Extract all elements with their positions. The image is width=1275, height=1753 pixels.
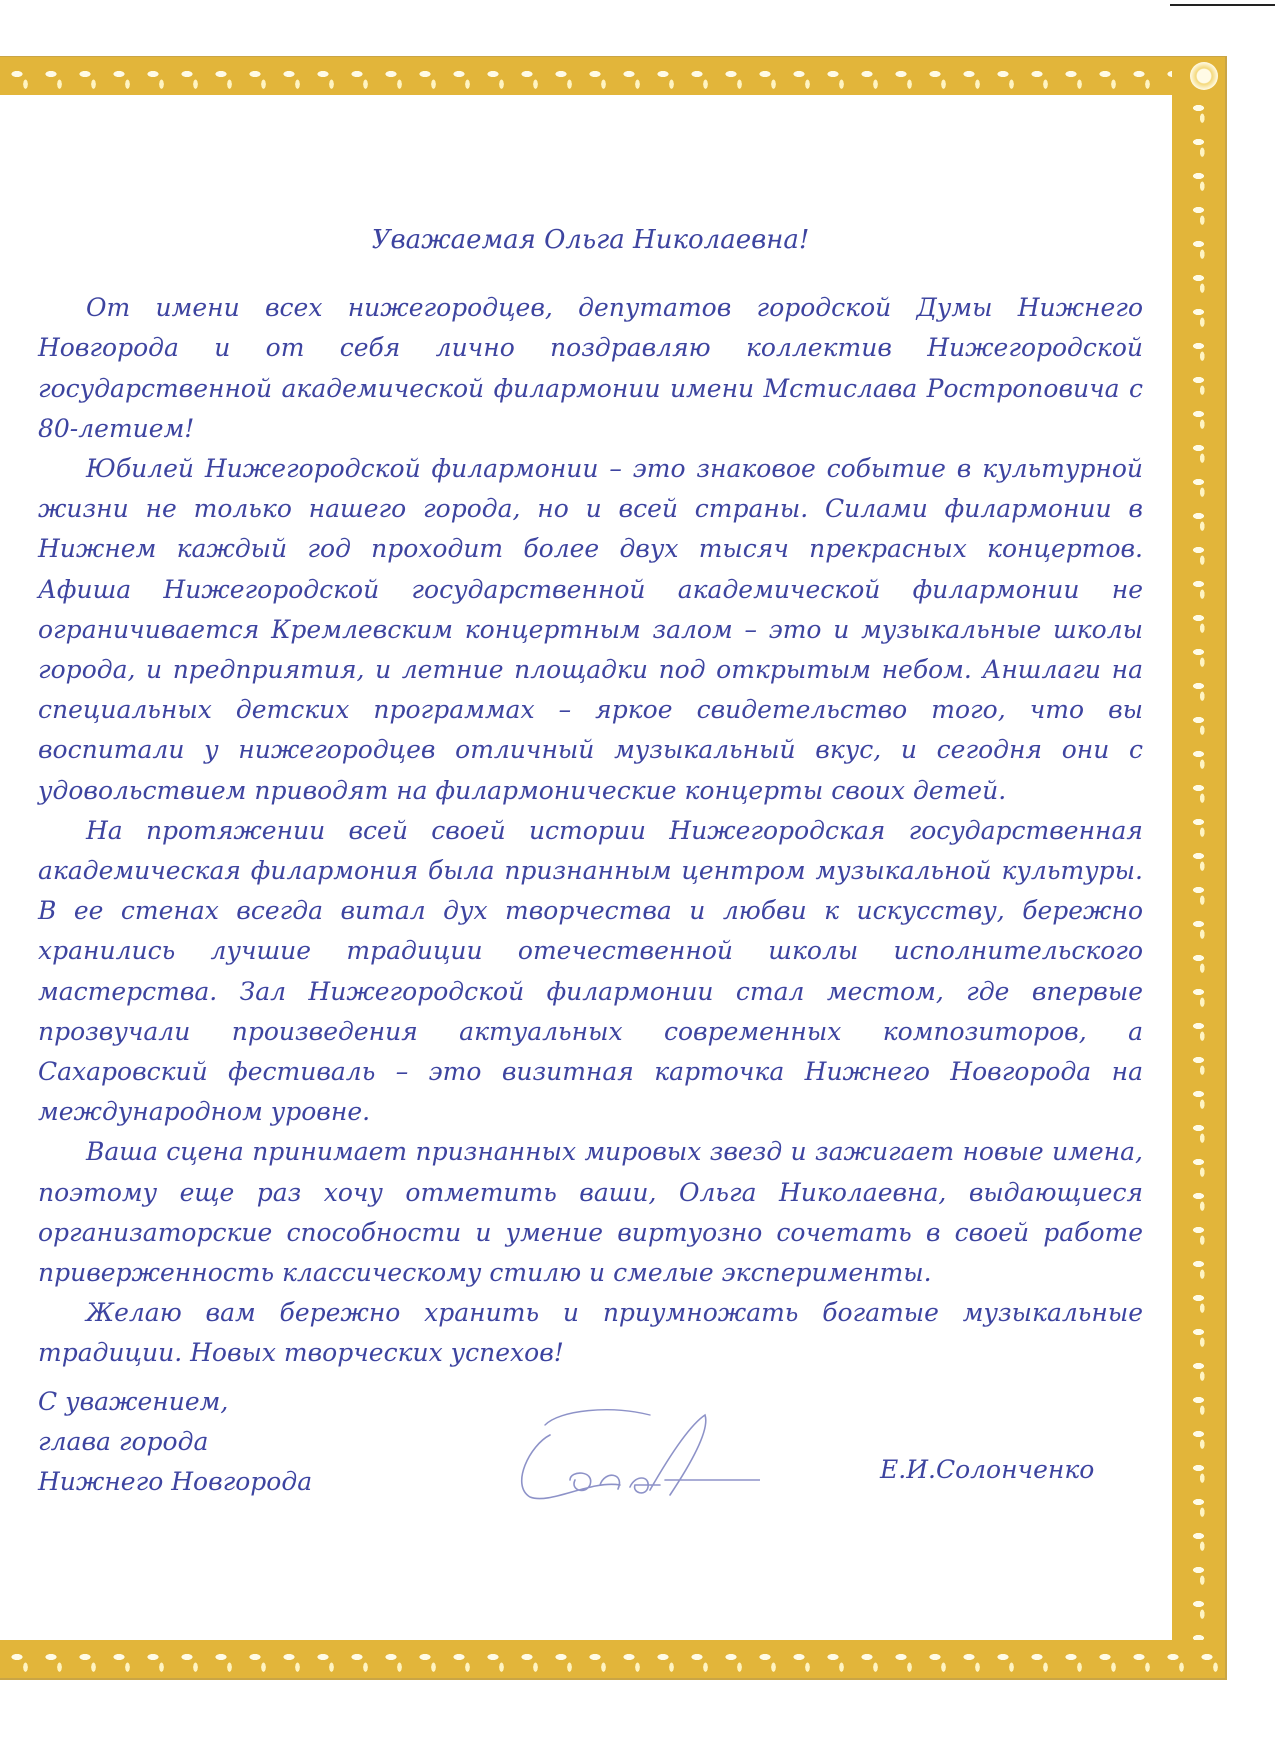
paragraph-5: Желаю вам бережно хранить и приумножать богатые музыкальные традиции. Новых творческих успехов! <box>38 1298 1143 1368</box>
closing-line-1: С уважением, <box>38 1387 229 1416</box>
paragraph-4: Ваша сцена принимает признанных мировых звезд и зажигает новые имена, поэтому еще раз хочу отметить ваши, Ольга Николаевна, выдающиеся организаторские способности и умение виртуозно сочетать в своей работе приверженность классическому стилю и смелые эксперименты. <box>38 1137 1143 1288</box>
closing-line-3: Нижнего Новгорода <box>38 1467 313 1496</box>
closing-line-2: глава города <box>38 1427 209 1456</box>
signer-name: Е.И.Солонченко <box>880 1455 1095 1484</box>
frame-edge-right <box>1225 56 1227 1680</box>
handwritten-signature <box>500 1385 760 1515</box>
closing-block <box>38 1382 312 1502</box>
scan-artifact-line <box>1170 4 1275 6</box>
paragraph-2: Юбилей Нижегородской филармонии – это знаковое событие в культурной жизни не только нашего города, но и всей страны. Силами филармонии в Нижнем каждый год проходит более двух тысяч прекрасных концертов. Афиша Нижегородской государственной академической филармонии не ограничивается Кремлевским концертным залом – это и музыкальные школы города, и предприятия, и летние площадки под открытым небом. Аншлаги на специальных детских программах – яркое свидетельство того, что вы воспитали у нижегородцев отличный музыкальный вкус, и сегодня они с удовольствием приводят на филармонические концерты своих детей. <box>38 454 1143 805</box>
paragraph-1: От имени всех нижегородцев, депутатов городской Думы Нижнего Новгорода и от себя лично поздравляю коллектив Нижегородской государственной академической филармонии имени Мстислава Ростроповича с 80-летием! <box>38 293 1143 443</box>
greeting: Уважаемая Ольга Николаевна! <box>371 225 810 255</box>
letter-body <box>38 220 1143 1374</box>
ornamental-frame-bottom <box>0 1640 1225 1678</box>
paragraph-3: На протяжении всей своей истории Нижегородская государственная академическая филармония была признанным центром музыкальной культуры. В ее стенах всегда витал дух творчества и любви к искусству, бережно хранились лучшие традиции отечественной школы исполнительского мастерства. Зал Нижегородской филармонии стал местом, где впервые прозвучали произведения актуальных современных композиторов, а Сахаровский фестиваль – это визитная карточка Нижнего Новгорода на международном уровне. <box>38 815 1143 1127</box>
corner-flower-icon <box>1190 62 1218 90</box>
frame-edge-bottom <box>0 1678 1226 1680</box>
ornamental-frame-right <box>1172 57 1225 1678</box>
ornamental-frame-top <box>0 57 1225 95</box>
